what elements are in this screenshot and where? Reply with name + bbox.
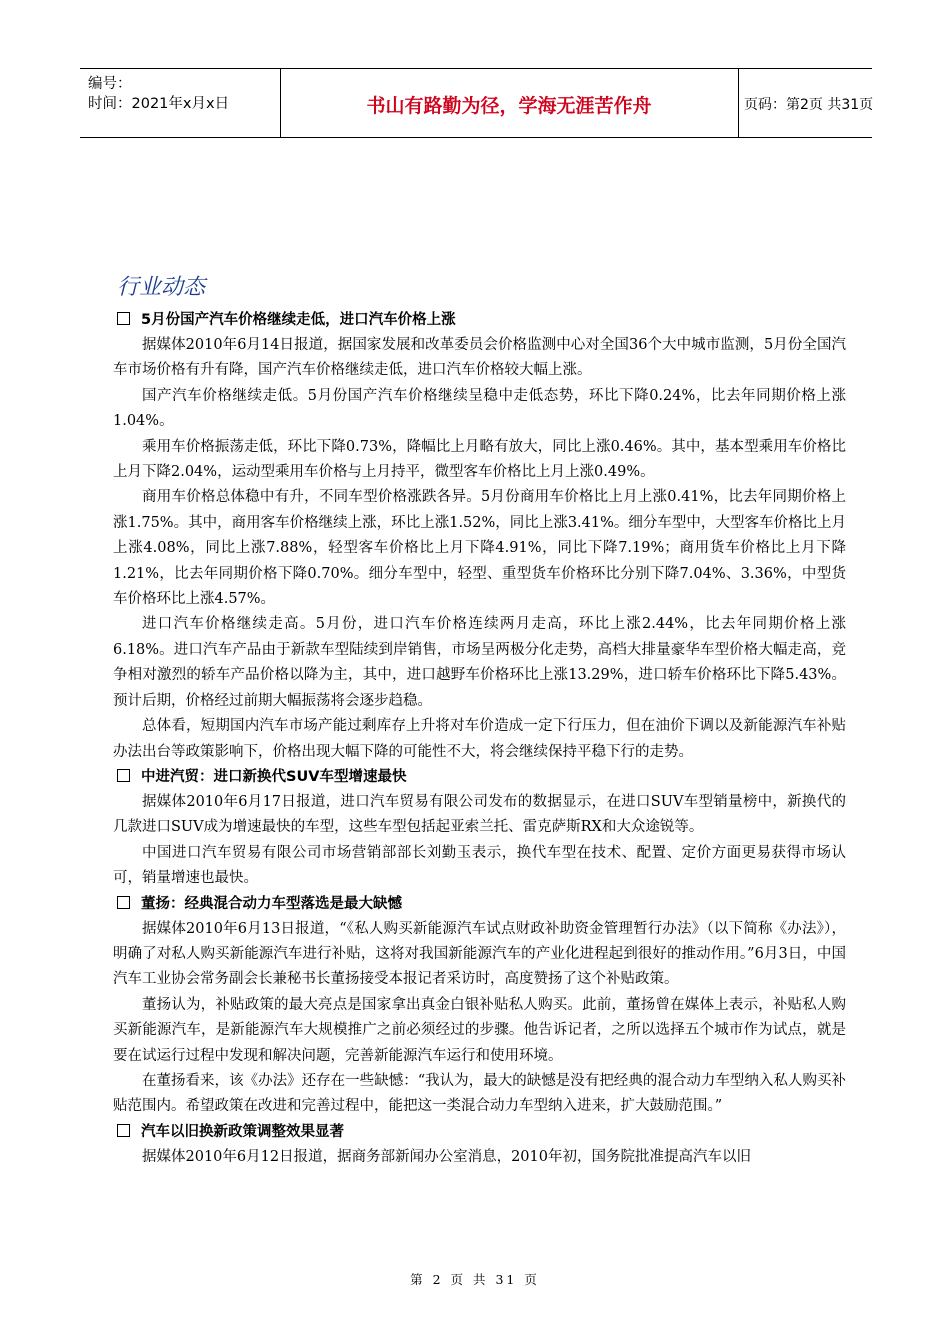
checkbox-square-icon [117, 1124, 130, 1137]
article-title: 汽车以旧换新政策调整效果显著 [141, 1123, 344, 1140]
article-title: 董扬：经典混合动力车型落选是最大缺憾 [141, 895, 402, 912]
article-paragraph: 总体看，短期国内汽车市场产能过剩库存上升将对车价造成一定下行压力，但在油价下调以及新能源汽车补贴办法出台等政策影响下，价格出现大幅下降的可能性不大，将会继续保持平稳下行的走势。 [113, 718, 846, 760]
checkbox-square-icon [117, 896, 130, 909]
article-paragraph: 中国进口汽车贸易有限公司市场营销部部长刘勤玉表示，换代车型在技术、配置、定价方面更易获得市场认可，销量增速也最快。 [113, 844, 846, 887]
checkbox-square-icon [117, 769, 130, 782]
document-number-label: 编号： [88, 76, 132, 92]
article-paragraph: 商用车价格总体稳中有升，不同车型价格涨跌各异。5月份商用车价格比上月上涨0.41%，比去年同期价格上涨1.75%。其中，商用客车价格继续上涨，环比上涨1.52%，同比上涨3.41%。细分车型中，大型客车价格比上月上涨4.08%，同比上涨7.88%，轻型客车价格比上月下降4.91%，同比下降7.19%；商用货车价格比上月下降1.21%，比去年同期价格下降0.70%。细分车型中，轻型、重型货车价格环比分别下降7.04%、3.36%，中型货车价格环比上涨4.57%。 [113, 489, 846, 608]
article-heading [113, 308, 846, 333]
article-paragraph: 据媒体2010年6月12日报道，据商务部新闻办公室消息，2010年初，国务院批准提高汽车以旧 [142, 1148, 751, 1165]
article-heading [113, 765, 846, 790]
page-header [80, 68, 872, 138]
article-title: 5月份国产汽车价格继续走低，进口汽车价格上涨 [141, 312, 456, 328]
article-title: 中进汽贸：进口新换代SUV车型增速最快 [141, 768, 407, 785]
article-paragraph: 据媒体2010年6月17日报道，进口汽车贸易有限公司发布的数据显示，在进口SUV车型销量榜中，新换代的几款进口SUV成为增速最快的车型，这些车型包括起亚索兰托、雷克萨斯RX和大众途锐等。 [113, 793, 846, 836]
header-page-info: 页码：第2页 共31页 [744, 97, 874, 113]
article-content [113, 308, 846, 1170]
header-motto: 书山有路勤为径，学海无涯苦作舟 [366, 95, 652, 117]
article-paragraph: 据媒体2010年6月13日报道，“《私人购买新能源汽车试点财政补助资金管理暂行办法》（以下简称《办法》），明确了对私人购买新能源汽车进行补贴，这将对我国新能源汽车的产业化进程起到很好的推动作用。”6月3日，中国汽车工业协会常务副会长兼秘书长董扬接受本报记者采访时，高度赞扬了这个补贴政策。 [113, 920, 846, 988]
document-date-label: 时间：2021年x月x日 [88, 96, 230, 112]
section-title: 行业动态 [117, 275, 206, 300]
article-heading [113, 1120, 846, 1145]
header-info-cell [80, 69, 281, 137]
header-page-cell [738, 69, 872, 137]
checkbox-square-icon [117, 312, 130, 325]
article-paragraph: 国产汽车价格继续走低。5月份国产汽车价格继续呈稳中走低态势，环比下降0.24%，比去年同期价格上涨1.04%。 [113, 387, 846, 430]
article-paragraph: 董扬认为，补贴政策的最大亮点是国家拿出真金白银补贴私人购买。此前，董扬曾在媒体上表示，补贴私人购买新能源汽车，是新能源汽车大规模推广之前必须经过的步骤。他告诉记者，之所以选择五个城市作为试点，就是要在试运行过程中发现和解决问题，完善新能源汽车运行和使用环境。 [113, 996, 846, 1064]
article-heading [113, 892, 846, 917]
page-footer: 第 2 页 共 31 页 [410, 1272, 540, 1287]
header-motto-cell [280, 69, 739, 137]
article-paragraph: 据媒体2010年6月14日报道，据国家发展和改革委员会价格监测中心对全国36个大中城市监测，5月份全国汽车市场价格有升有降，国产汽车价格继续走低，进口汽车价格较大幅上涨。 [113, 337, 846, 379]
article-paragraph: 在董扬看来，该《办法》还存在一些缺憾：“我认为，最大的缺憾是没有把经典的混合动力车型纳入私人购买补贴范围内。希望政策在改进和完善过程中，能把这一类混合动力车型纳入进来，扩大鼓励范围。” [113, 1072, 846, 1115]
article-paragraph: 进口汽车价格继续走高。5月份，进口汽车价格连续两月走高，环比上涨2.44%，比去年同期价格上涨6.18%。进口汽车产品由于新款车型陆续到岸销售，市场呈两极分化走势，高档大排量豪华车型价格大幅走高，竞争相对激烈的轿车产品价格以降为主，其中，进口越野车价格环比上涨13.29%，进口轿车价格环比下降5.43%。预计后期，价格经过前期大幅振荡将会逐步趋稳。 [113, 616, 846, 709]
article-paragraph: 乘用车价格振荡走低，环比下降0.73%，降幅比上月略有放大，同比上涨0.46%。其中，基本型乘用车价格比上月下降2.04%，运动型乘用车价格与上月持平，微型客车价格比上月上涨0.49%。 [113, 438, 846, 481]
